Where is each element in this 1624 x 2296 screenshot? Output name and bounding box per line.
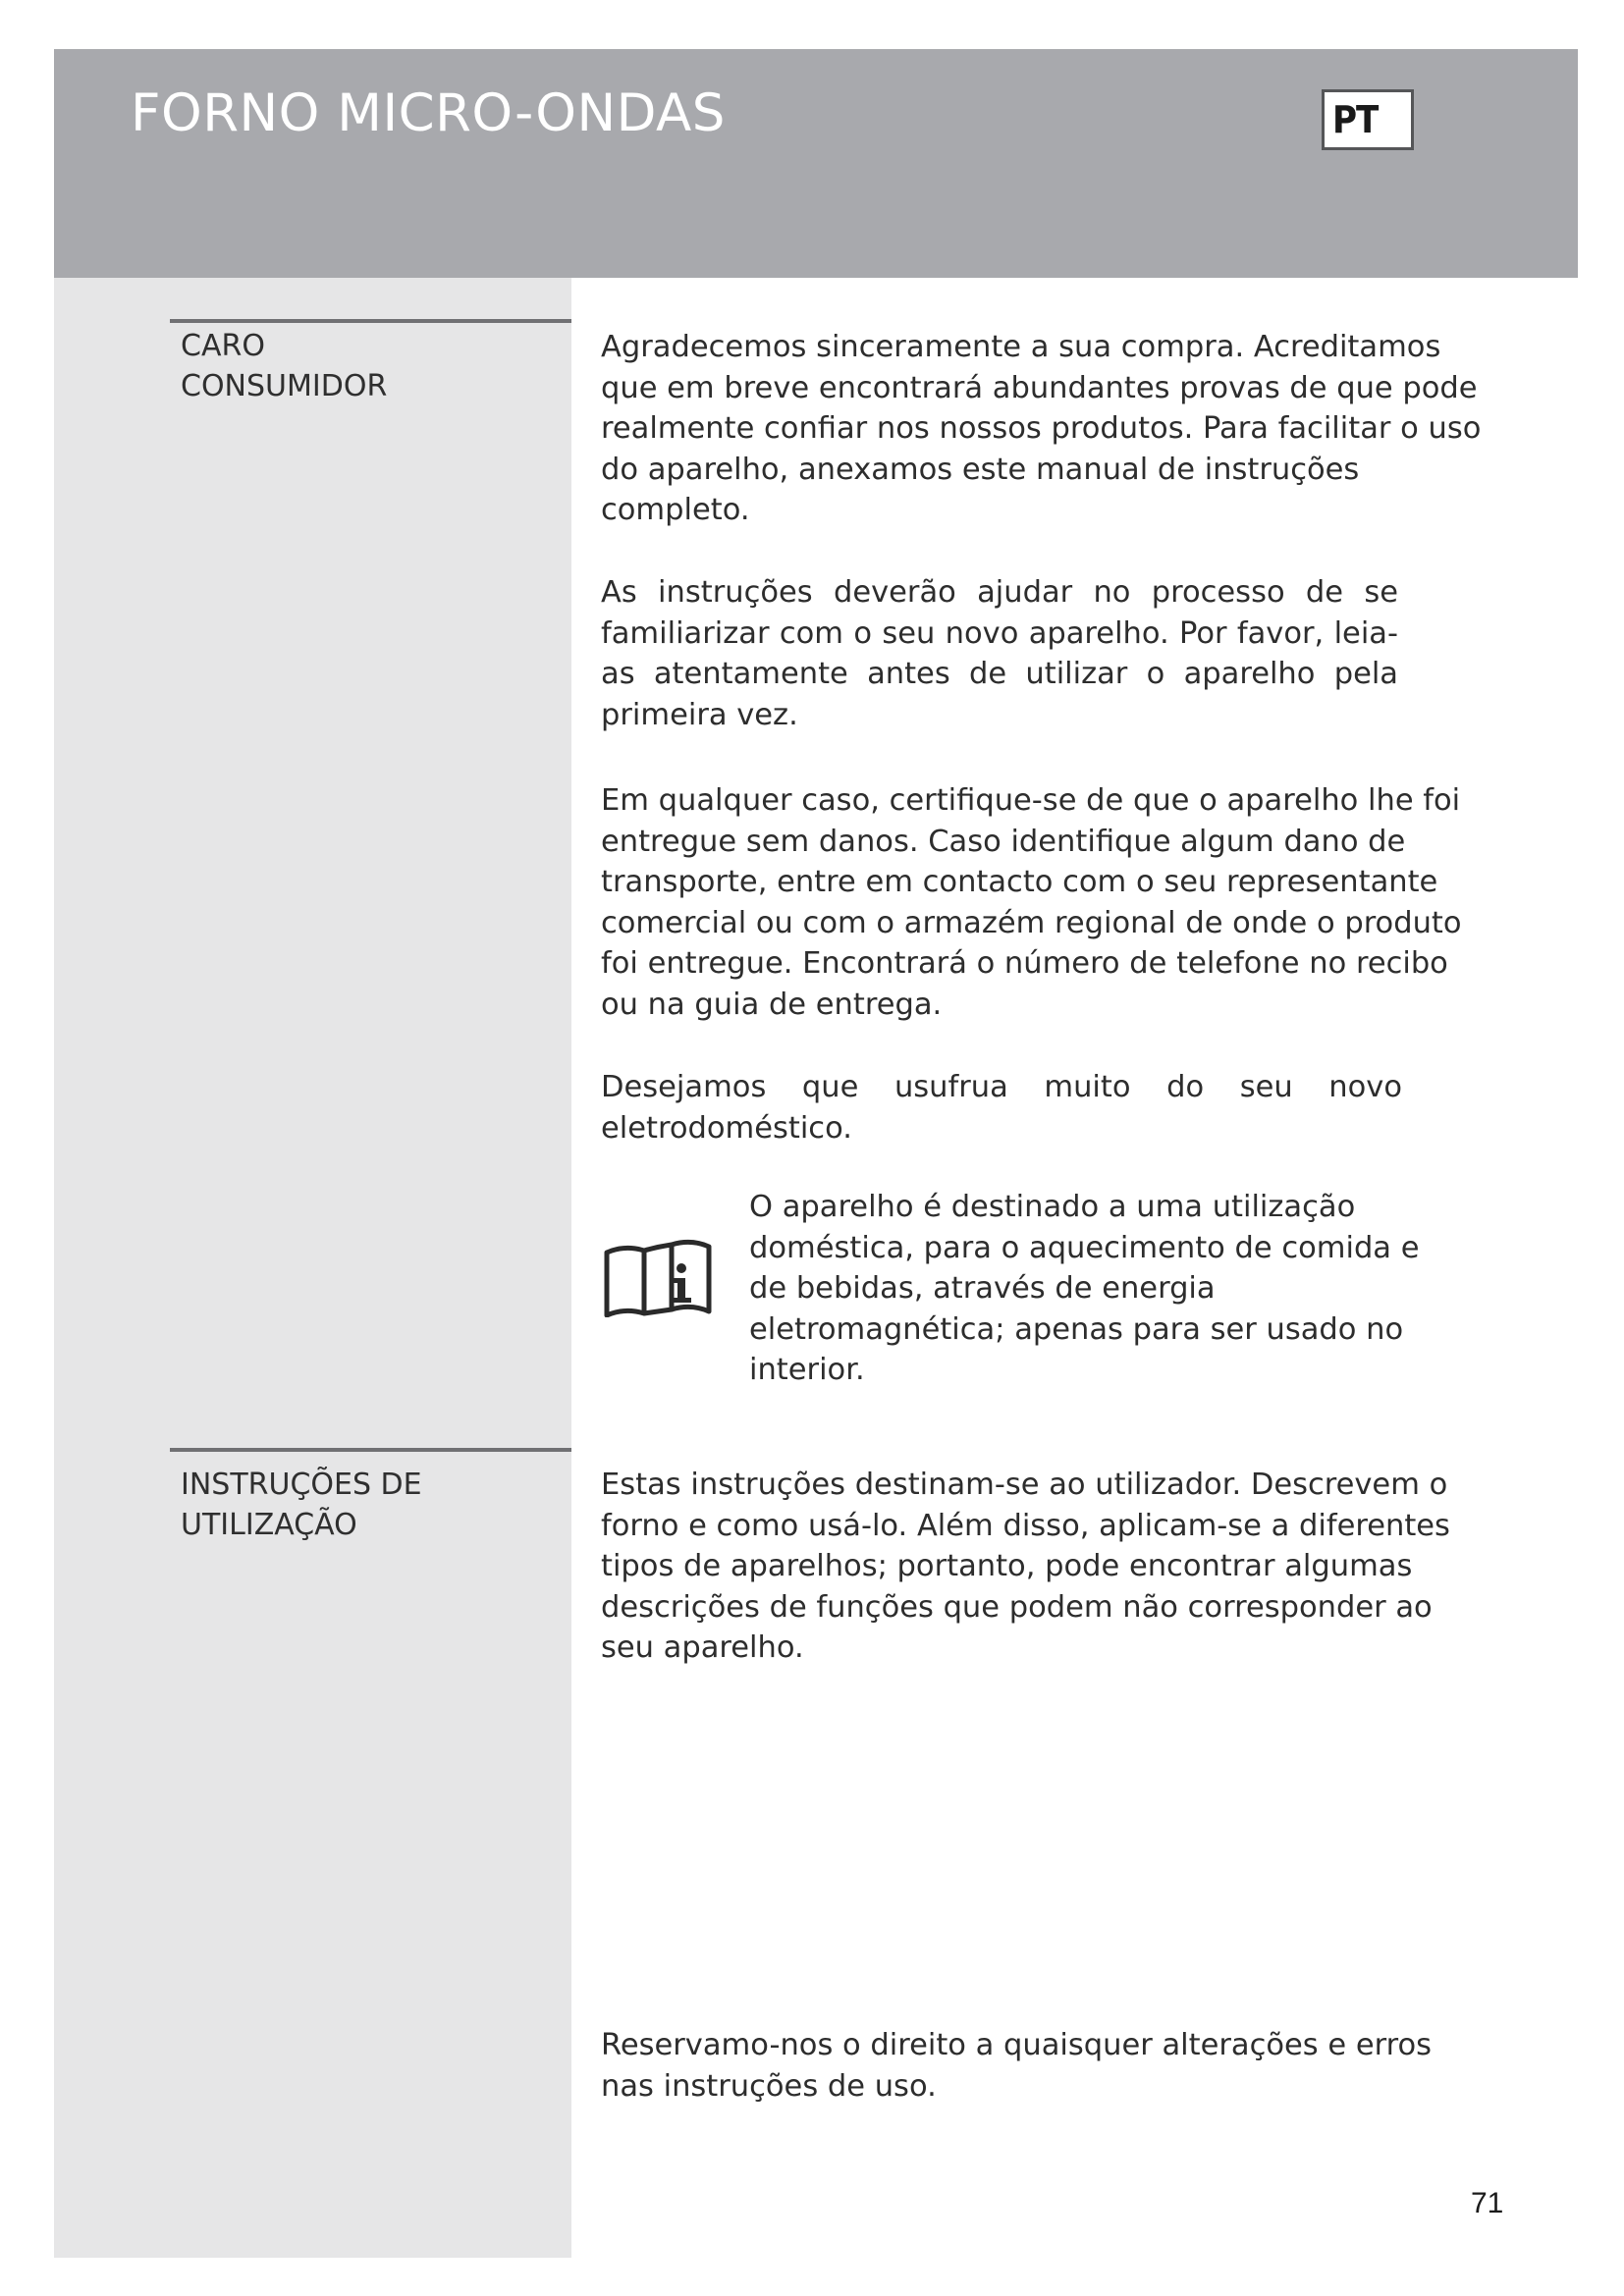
page-number: 71 <box>1471 2187 1504 2219</box>
section-title-usage-instructions: INSTRUÇÕES DE UTILIZAÇÃO <box>181 1468 422 1542</box>
info-book-icon <box>603 1237 713 1317</box>
usage-paragraph: Estas instruções destinam-se ao utilizador. Descrevem o forno e como usá-lo. Além disso, aplicam-se a diferentes tipos de aparelhos; portanto, pode encontrar algumas descrições de funções que podem não corresponder ao seu aparelho. <box>601 1468 1450 1665</box>
page-title: FORNO MICRO-ONDAS <box>131 83 726 143</box>
intro-paragraph: Agradecemos sinceramente a sua compra. Acreditamos que em breve encontrará abundantes provas de que pode realmente confiar nos nossos produtos. Para facilitar o uso do aparelho, anexamos este manual de instruções completo. <box>601 330 1482 527</box>
section-title-dear-customer: CARO CONSUMIDOR <box>181 329 388 403</box>
delivery-paragraph: Em qualquer caso, certifique-se de que o aparelho lhe foi entregue sem danos. Caso identifique algum dano de transporte, entre em contacto com o seu representante comercial ou com o armazém regional de onde o produto foi entregue. Encontrará o número de telefone no recibo ou na guia de entrega. <box>601 783 1462 1022</box>
disclaimer-text: Reservamo-nos o direito a quaisquer alterações e erros nas instruções de uso. <box>601 2028 1433 2104</box>
instructions-paragraph: As instruções deverão ajudar no processo de se familiarizar com o seu novo aparelho. Por favor, leia-as atentamente antes de utilizar o aparelho pela primeira vez. <box>601 575 1398 732</box>
wishes-paragraph: Desejamos que usufrua muito do seu novo eletrodoméstico. <box>601 1070 1402 1146</box>
section-divider <box>170 1448 571 1452</box>
sidebar-column <box>54 278 571 2258</box>
info-note: O aparelho é destinado a uma utilização doméstica, para o aquecimento de comida e de bebidas, através de energia eletromagnética; apenas para ser usado no interior. <box>749 1190 1420 1387</box>
language-badge: PT <box>1322 89 1414 150</box>
section-divider <box>170 319 571 323</box>
